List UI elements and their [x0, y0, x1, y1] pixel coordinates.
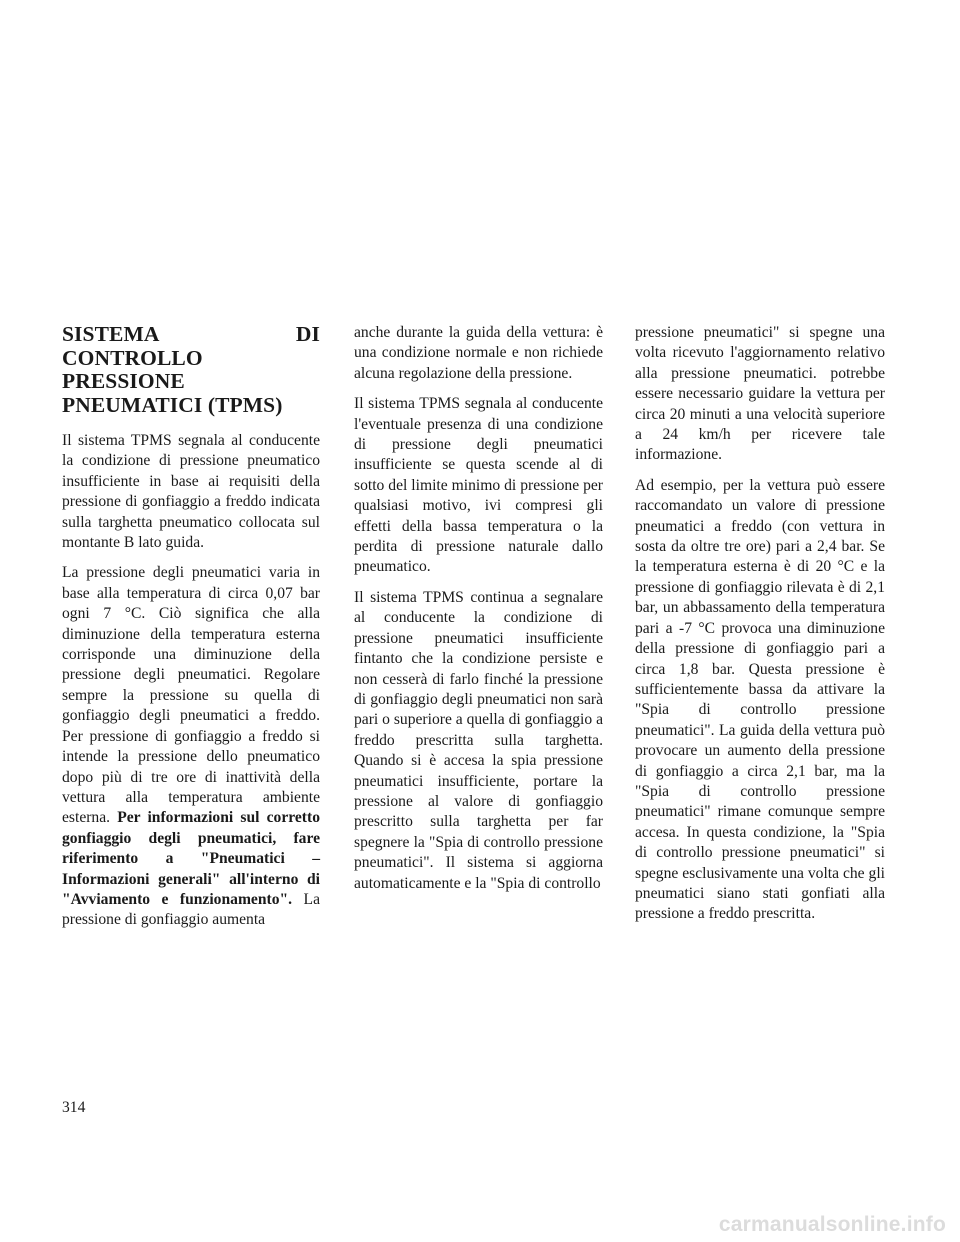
- paragraph: anche durante la guida della vettura: è una condizione normale e non richiede alcuna regolazione della pressione.: [354, 324, 603, 382]
- page-number: 314: [62, 1099, 86, 1116]
- paragraph: Il sistema TPMS segnala al conducente la condizione di pressione pneumatico insufficiente in base ai requisiti della pressione di gonfiaggio a freddo indicata sulla targhetta pneumatico collocata sul montante B lato guida.: [62, 432, 320, 552]
- section-heading: SISTEMA DI CONTROLLO PRESSIONE PNEUMATICI (TPMS): [62, 322, 320, 417]
- paragraph: Ad esempio, per la vettura può essere raccomandato un valore di pressione pneumatici a freddo (con vettura in sosta da oltre tre ore) pari a 2,4 bar. Se la temperatura esterna è di 20 °C e la pressione di gonfiaggio rilevata è di 2,1 bar, un abbassamento della temperatura pari a -7 °C provoca una diminuzione della pressione di gonfiaggio pari a circa 1,8 bar. Questa pressione è sufficientemente bassa da attivare la "Spia di controllo pressione pneumatici". La guida della vettura può provocare un aumento della pressione di gonfiaggio a circa 2,1 bar, ma la "Spia di controllo pressione pneumatici" rimane comunque sempre accesa. In questa condizione, la "Spia di controllo pressione pneumatici" si spegne esclusivamente una volta che gli pneumatici siano stati gonfiati alla pressione a freddo prescritta.: [635, 476, 885, 923]
- cross-reference: Per informazioni sul corretto gonfiaggio degli pneumatici, fare riferimento a "Pneumatici – Informazioni generali" all'interno di "Avviamento e funzionamento".: [62, 809, 320, 908]
- paragraph: Il sistema TPMS segnala al conducente l'eventuale presenza di una condizione di pressione degli pneumatici insufficiente se questa scende al di sotto del limite minimo di pressione per qualsiasi motivo, ivi compresi gli effetti della bassa temperatura o la perdita di pressione naturale dallo pneumatico.: [354, 395, 603, 576]
- paragraph-text: La pressione degli pneumatici varia in base alla temperatura di circa 0,07 bar ogni 7 °C. Ciò significa che alla diminuzione della temperatura esterna corrisponde una diminuzione della pressione degli pneumatici. Regolare sempre la pressione su quella di gonfiaggio degli pneumatici a freddo. Per pressione di gonfiaggio a freddo si intende la pressione dello pneumatico dopo più di tre ore di inattività della vettura alla temperatura ambiente esterna.: [62, 564, 320, 827]
- paragraph: [62, 563, 320, 930]
- paragraph: pressione pneumatici" si spegne una volta ricevuto l'aggiornamento relativo alla pressione pneumatici. potrebbe essere necessario guidare la vettura per circa 20 minuti a una velocità superiore a 24 km/h per ricevere tale informazione.: [635, 324, 885, 464]
- text-column-3: [635, 323, 885, 935]
- text-column-1: [62, 323, 320, 941]
- paragraph-text: La pressione di gonfiaggio aumenta: [62, 890, 320, 929]
- watermark: carmanualsonline.info: [718, 1213, 946, 1236]
- text-column-2: [354, 323, 603, 904]
- paragraph: Il sistema TPMS continua a segnalare al conducente la condizione di pressione pneumatici insufficiente fintanto che la condizione persiste e non cesserà di farlo finché la pressione di gonfiaggio degli pneumatici non sarà pari o superiore a quella di gonfiaggio a freddo prescritta sulla targhetta. Quando si è accesa la spia pressione pneumatici insufficiente, portare la pressione al valore di gonfiaggio prescritto sulla targhetta per far spegnere la "Spia di controllo pressione pneumatici". Il sistema si aggiorna automaticamente e la "Spia di controllo: [354, 588, 603, 892]
